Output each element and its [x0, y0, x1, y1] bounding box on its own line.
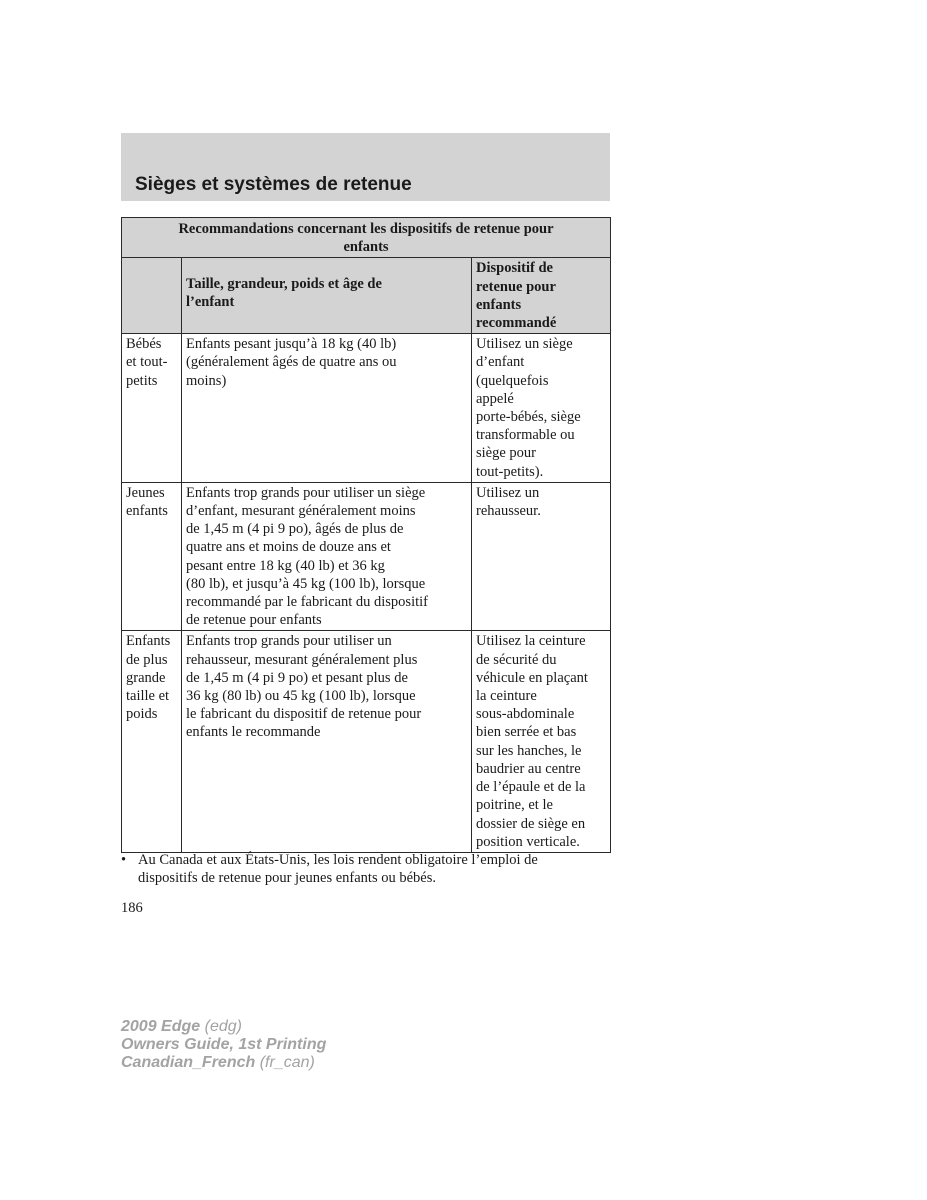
row-size: Enfants trop grands pour utiliser un siège d’enfant, mesurant généralement moins de 1,45 m (4 pi 9 po), âgés de plus de quatre ans et moins de douze ans et pesant entre 18 kg (40 lb) et 36 kg (80 lb), et jusqu’à 45 kg (100 lb), lorsque recommandé par le fabricant du dispositif de retenue pour enfants: [182, 482, 472, 631]
footer-line-3: [121, 1054, 326, 1072]
row-restraint: Utilisez un rehausseur.: [472, 482, 611, 631]
table-row: [122, 334, 611, 483]
row-category: Enfants de plus grande taille et poids: [122, 631, 182, 852]
footer-line-2: [121, 1036, 326, 1054]
table-caption-row: [122, 218, 611, 258]
row-restraint: Utilisez la ceinture de sécurité du véhicule en plaçant la ceinture sous-abdominale bien serrée et bas sur les hanches, le baudrier au centre de l’épaule et de la poitrine, et le dossier de siège en position verticale.: [472, 631, 611, 852]
footer-line-1: [121, 1018, 326, 1036]
footer-model: 2009 Edge: [121, 1018, 201, 1035]
header-category: [122, 258, 182, 334]
bullet-icon: •: [121, 852, 127, 868]
header-size: Taille, grandeur, poids et âge de l’enfant: [182, 258, 472, 334]
table-row: [122, 631, 611, 852]
table-row: [122, 482, 611, 631]
row-size: Enfants trop grands pour utiliser un rehausseur, mesurant généralement plus de 1,45 m (4 pi 9 po) et pesant plus de 36 kg (80 lb) ou 45 kg (100 lb), lorsque le fabricant du dispositif de retenue pour enfants le recommande: [182, 631, 472, 852]
legal-note: [121, 851, 610, 887]
document-footer: [121, 1018, 326, 1072]
footer-language-code: (fr_can): [259, 1054, 315, 1071]
footer-guide: Owners Guide, 1st Printing: [121, 1036, 327, 1053]
section-title: Sièges et systèmes de retenue: [135, 174, 412, 195]
row-restraint: Utilisez un siège d’enfant (quelquefois appelé porte-bébés, siège transformable ou siège pour tout-petits).: [472, 334, 611, 483]
table-header-row: [122, 258, 611, 334]
footer-model-code: (edg): [204, 1018, 242, 1035]
child-restraint-table: [121, 217, 611, 853]
section-header-band: [121, 133, 610, 201]
header-restraint: Dispositif de retenue pour enfants recommandé: [472, 258, 611, 334]
table-caption: Recommandations concernant les dispositifs de retenue pour enfants: [122, 218, 611, 258]
note-text: Au Canada et aux États-Unis, les lois rendent obligatoire l’emploi de dispositifs de retenue pour jeunes enfants ou bébés.: [138, 852, 538, 886]
footer-language: Canadian_French: [121, 1054, 256, 1071]
page-number: 186: [121, 900, 143, 916]
row-category: Jeunes enfants: [122, 482, 182, 631]
row-size: Enfants pesant jusqu’à 18 kg (40 lb) (généralement âgés de quatre ans ou moins): [182, 334, 472, 483]
row-category: Bébés et tout- petits: [122, 334, 182, 483]
